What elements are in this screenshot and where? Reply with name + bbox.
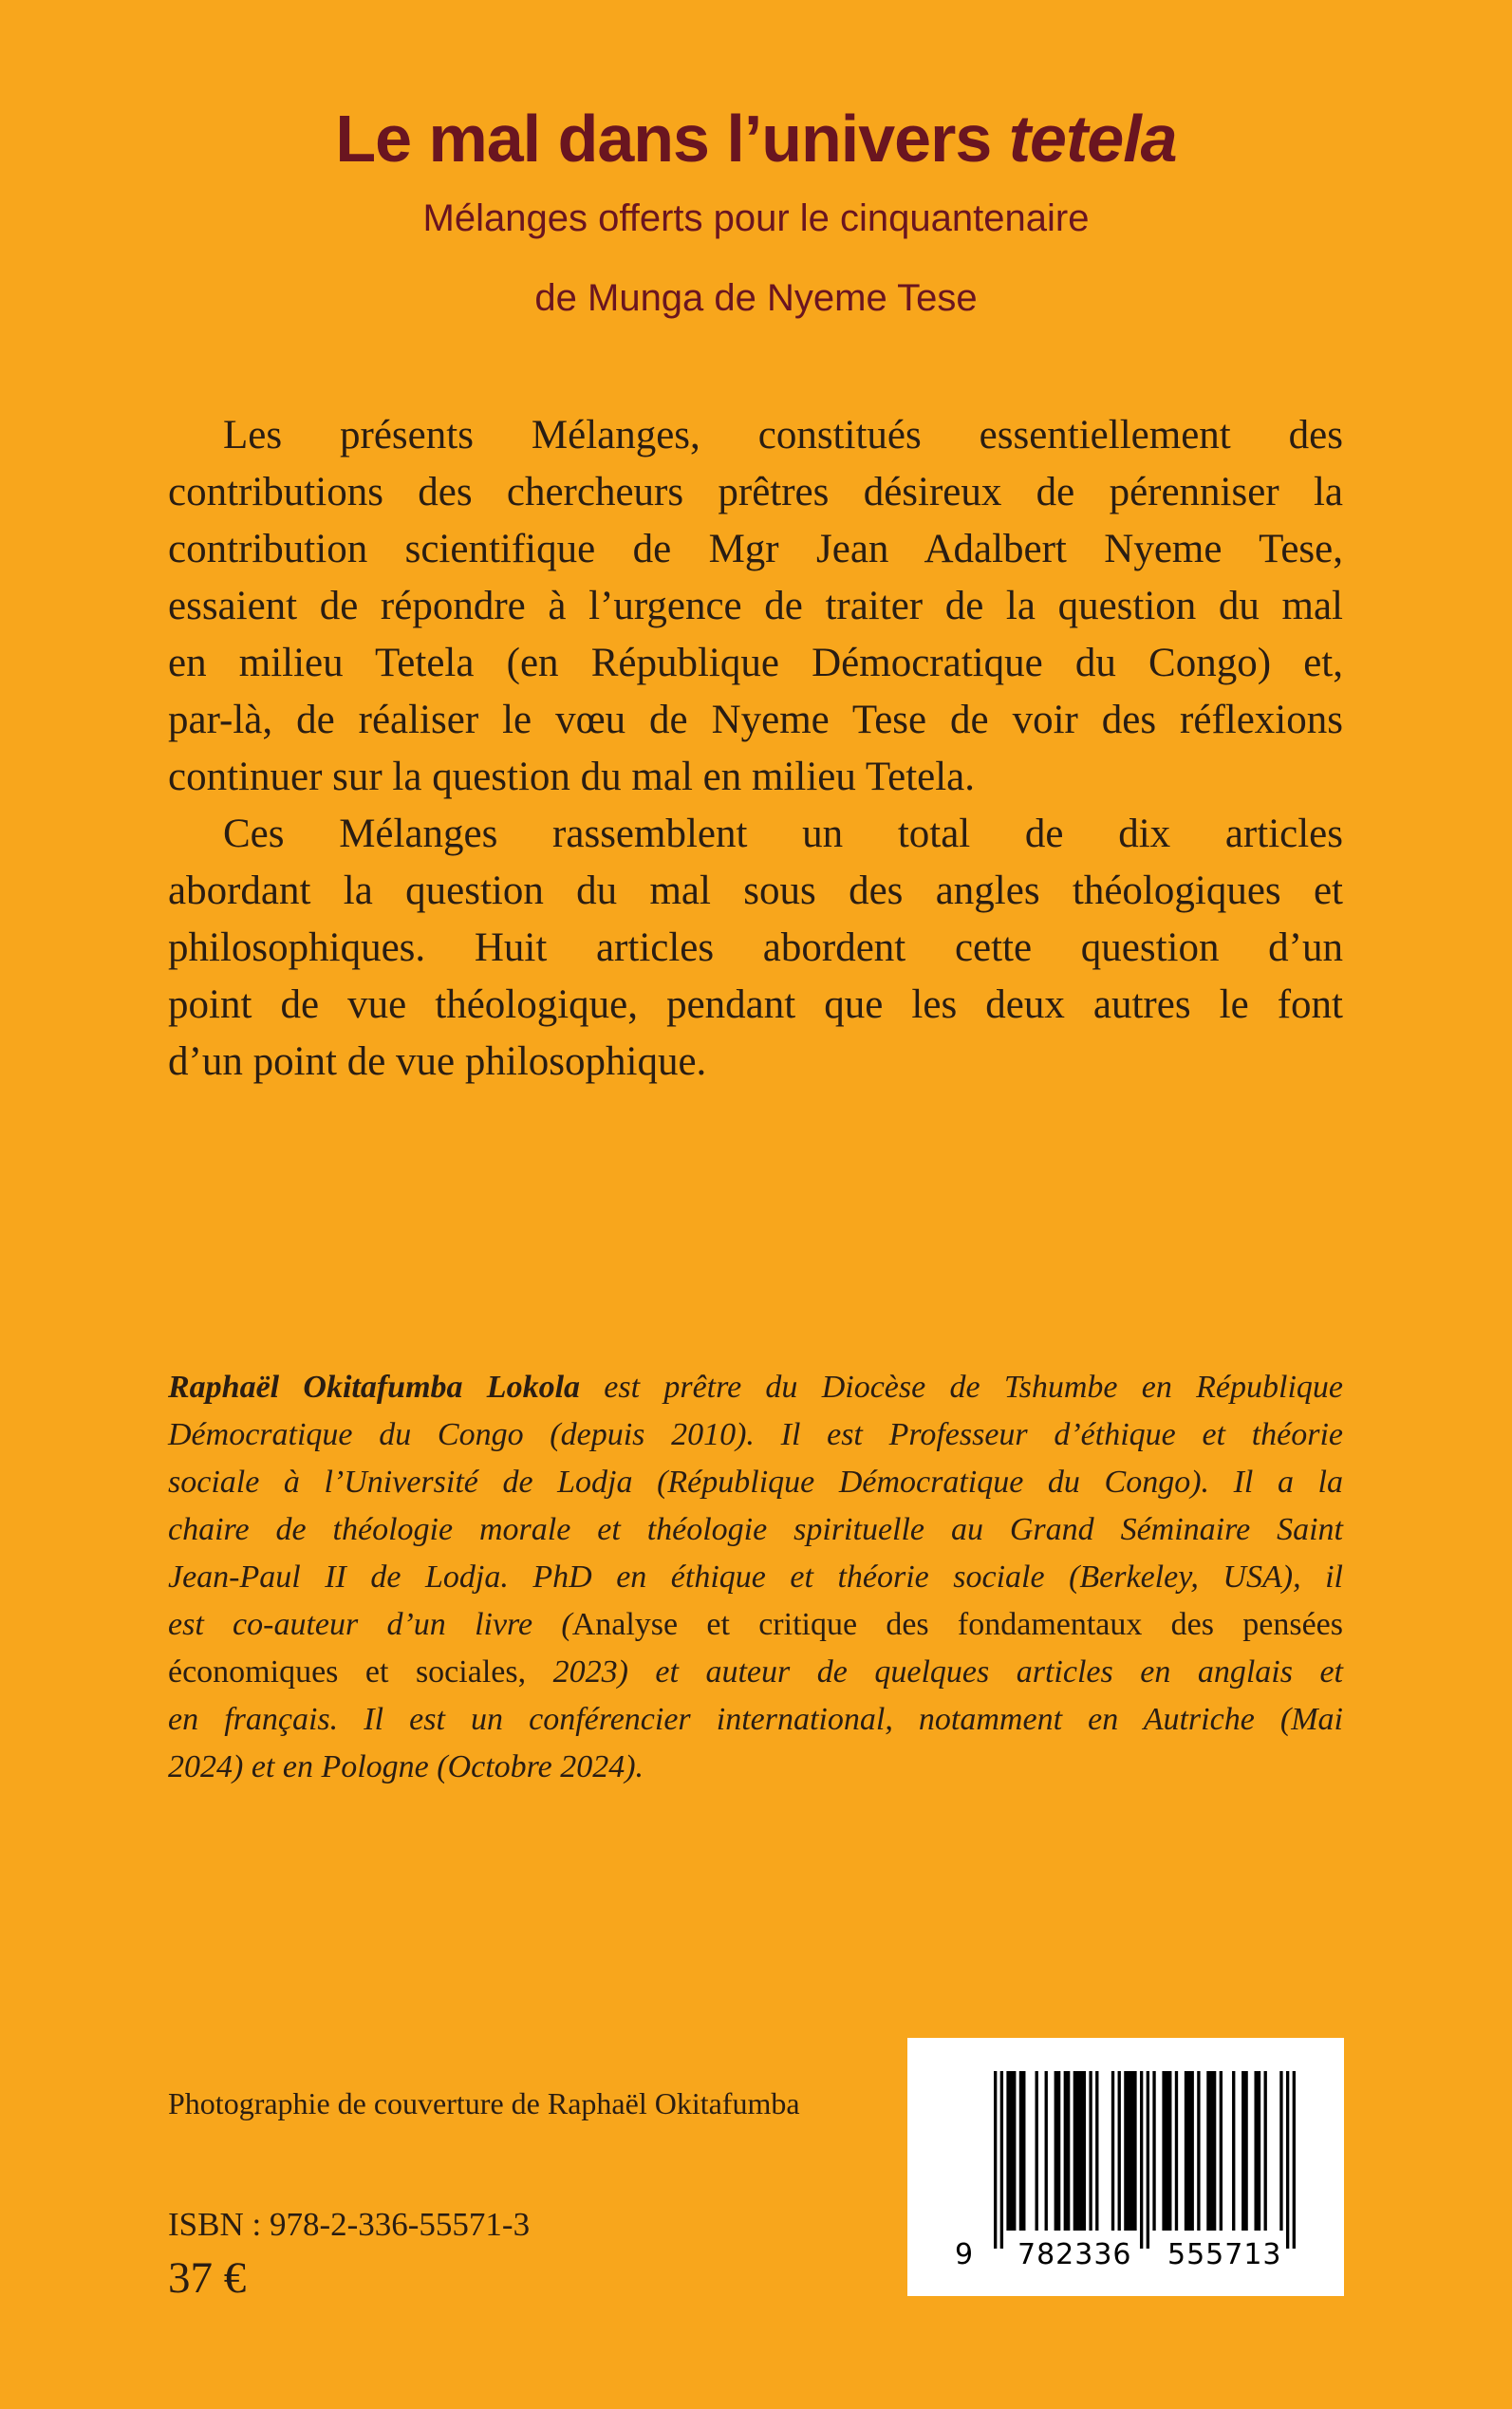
photo-credit: Photographie de couverture de Raphaël Okitafumba [168,2086,800,2120]
subtitle-line-1: Mélanges offerts pour le cinquantenaire [422,197,1090,239]
bio-line [168,1696,1343,1744]
summary-line: en milieu Tetela (en République Démocratique du Congo) et, [168,641,1343,685]
bio-text: est prêtre du Diocèse de Tshumbe en République [580,1370,1343,1405]
barcode-digits-right: 555713 [1167,2238,1282,2271]
summary-line: d’un point de vue philosophique. [168,1039,707,1084]
bio-text: en français. Il est un conférencier international, notamment en Autriche (Mai [168,1702,1343,1737]
summary-line: Ces Mélanges rassemblent un total de dix articles [223,812,1343,856]
summary-line: philosophiques. Huit articles abordent cette question d’un [168,925,1343,970]
bio-line [168,1411,1343,1459]
summary-line: contribution scientifique de Mgr Jean Adalbert Nyeme Tese, [168,527,1343,571]
bio-text: 2023) et auteur de quelques articles en anglais et [526,1654,1343,1690]
bio-text: 2024) et en Pologne (Octobre 2024). [168,1749,644,1784]
barcode [907,2038,1344,2296]
bio-line [168,1554,1343,1601]
book-title [0,101,1512,177]
price: 37 € [168,2253,247,2303]
isbn: ISBN : 978-2-336-55571-3 [168,2206,531,2243]
bio-text: est co-auteur d’un livre ( [168,1607,572,1642]
barcode-digit-first: 9 [955,2238,975,2271]
bio-text: sociale à l’Université de Lodja (République Démocratique du Congo). Il a la [168,1465,1343,1500]
summary-line: par-là, de réaliser le vœu de Nyeme Tese de voir des réflexions [168,698,1343,742]
barcode-digits-left: 782336 [1017,2238,1132,2271]
bio-line [168,1744,1343,1791]
summary-line: continuer sur la question du mal en milieu Tetela. [168,755,976,799]
summary-text [168,407,1343,1091]
book-reference-title: économiques et sociales, [168,1654,527,1690]
bio-text: chaire de théologie morale et théologie spirituelle au Grand Séminaire Saint [168,1512,1343,1547]
author-name: Raphaël Okitafumba Lokola [168,1370,581,1405]
summary-line: point de vue théologique, pendant que les deux autres le font [168,982,1343,1027]
bio-text: Démocratique du Congo (depuis 2010). Il est Professeur d’éthique et théorie [168,1417,1343,1452]
summary-line: essaient de répondre à l’urgence de traiter de la question du mal [168,584,1343,628]
bio-line [168,1506,1343,1554]
book-reference-title: Analyse et critique des fondamentaux des pensées [571,1607,1343,1642]
barcode-bars-icon [994,2071,1296,2249]
subtitle-line-2: de Munga de Nyeme Tese [534,277,978,319]
bio-line [168,1459,1343,1506]
bio-line [168,1649,1343,1696]
summary-line: Les présents Mélanges, constitués essentiellement des [223,413,1343,458]
book-title-main: Le mal dans l’univers [335,102,1009,176]
bio-line [168,1364,1343,1411]
bio-line [168,1601,1343,1649]
book-title-italic: tetela [1008,102,1177,176]
bio-text: Jean-Paul II de Lodja. PhD en éthique et théorie sociale (Berkeley, USA), il [168,1559,1343,1595]
summary-line: abordant la question du mal sous des angles théologiques et [168,868,1343,913]
author-bio [168,1364,1343,1791]
summary-line: contributions des chercheurs prêtres désireux de pérenniser la [168,470,1343,514]
